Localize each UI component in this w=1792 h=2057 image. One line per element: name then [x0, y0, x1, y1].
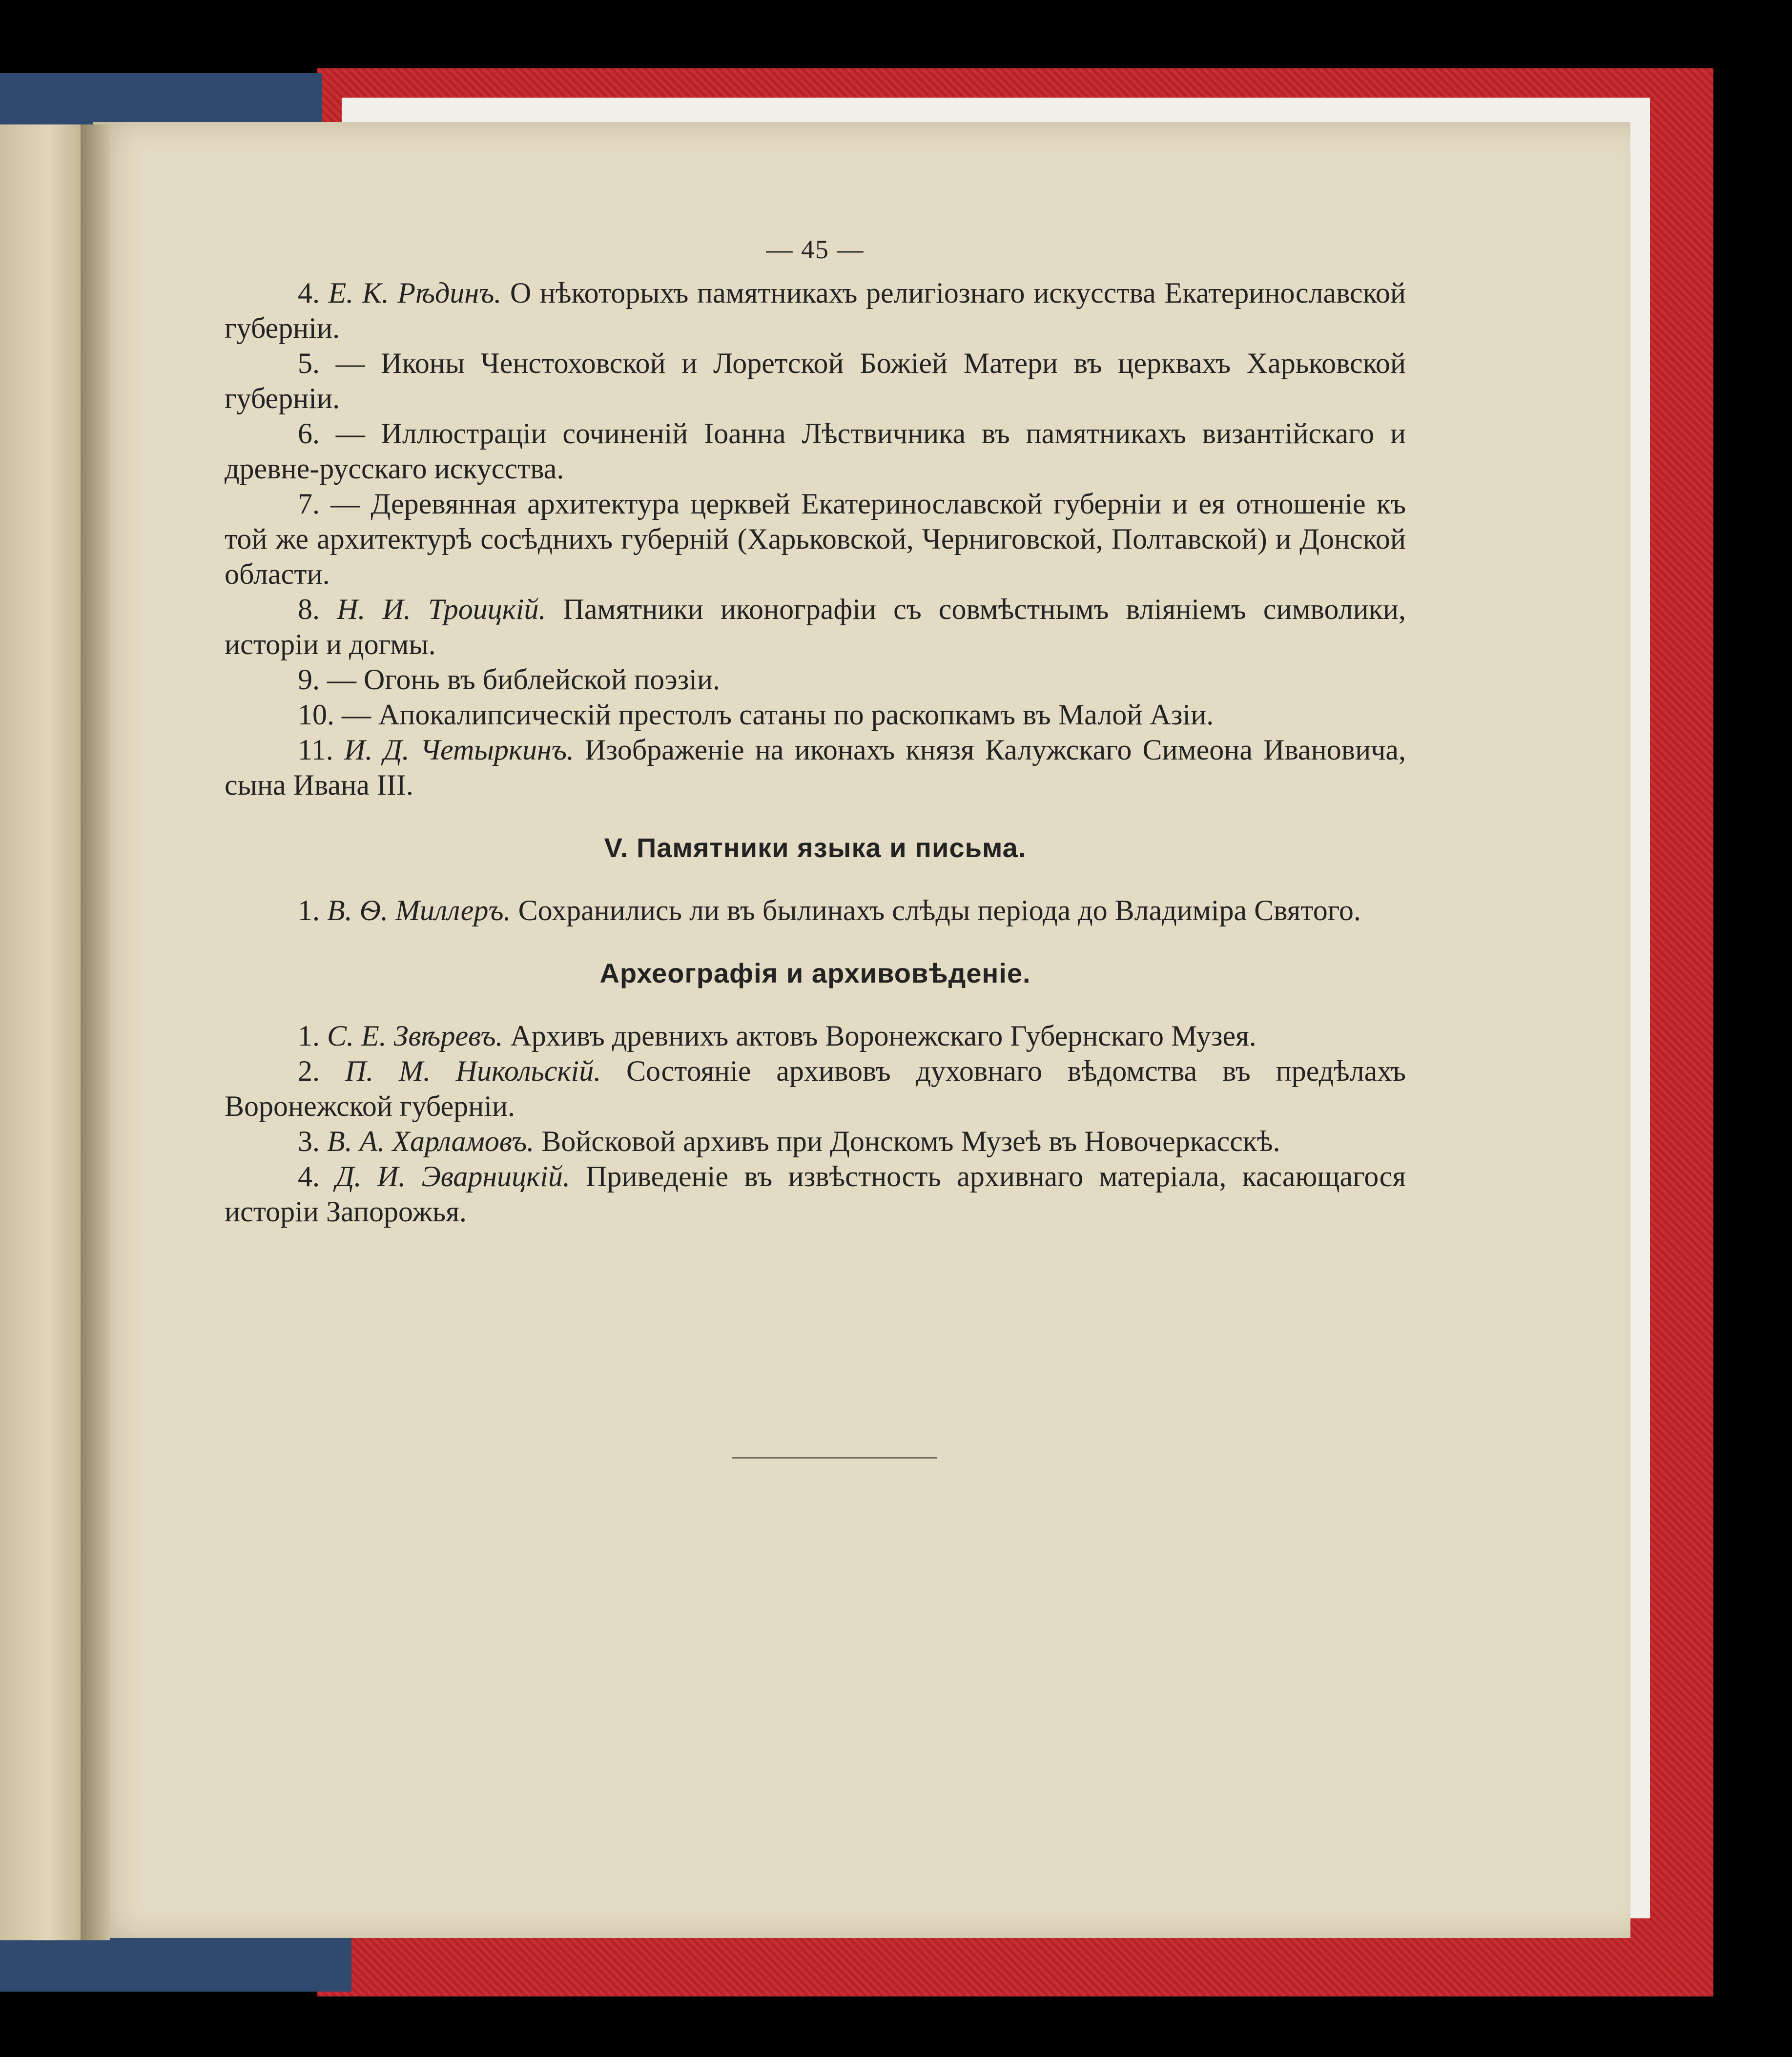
left-page-edge	[0, 124, 88, 1940]
section-heading-v: V. Памятники языка и письма.	[604, 832, 1027, 863]
list-item: 7. — Деревянная архитектура церквей Екатеринославской губерніи и ея отношеніе къ той же архитектурѣ сосѣднихъ губерній (Харьковской, Черниговской, Полтавской) и Донской области.	[225, 488, 1406, 590]
list-item: 5. — Иконы Ченстоховской и Лоретской Божіей Матери въ церквахъ Харьковской губерніи.	[225, 347, 1406, 414]
list-item: 1. В. Ѳ. Миллеръ. Сохранились ли въ былинахъ слѣды періода до Владиміра Святого.	[298, 894, 1361, 926]
entries-top	[225, 275, 1406, 802]
list-item: 2. П. М. Никольскій. Состояніе архивовъ духовнаго вѣдомства въ предѣлахъ Воронежской губерніи.	[225, 1055, 1406, 1122]
list-item: 3. В. А. Харламовъ. Войсковой архивъ при Донскомъ Музеѣ въ Новочеркасскѣ.	[298, 1125, 1280, 1157]
list-item: 6. — Иллюстраціи сочиненій Іоанна Лѣствичника въ памятникахъ византійскаго и древне-русскаго искусства.	[225, 417, 1406, 485]
list-item: 8. Н. И. Троицкій. Памятники иконографіи съ совмѣстнымъ вліяніемъ символики, исторіи и догмы.	[225, 593, 1406, 660]
page-number: — 45 —	[766, 235, 865, 264]
list-item: 11. И. Д. Четыркинъ. Изображеніе на иконахъ князя Калужскаго Симеона Ивановича, сына Ивана III.	[225, 734, 1406, 801]
divider-rule	[732, 1457, 937, 1459]
list-item: 1. С. Е. Звѣревъ. Архивъ древнихъ актовъ Воронежскаго Губернскаго Музея.	[298, 1020, 1256, 1052]
list-item: 4. Е. К. Рѣдинъ. О нѣкоторыхъ памятникахъ религіознаго искусства Екатеринославской губерніи.	[225, 277, 1406, 344]
list-item: 4. Д. И. Эварницкій. Приведеніе въ извѣстность архивнаго матеріала, касающагося исторіи Запорожья.	[225, 1160, 1406, 1228]
book-gutter	[81, 124, 110, 1940]
entries-section-archive	[225, 1018, 1406, 1229]
book-spine-blue-bottom	[0, 1933, 351, 1992]
section-heading-archive: Археографія и архивовѣденіе.	[599, 958, 1031, 988]
page-text	[225, 234, 1406, 1229]
entries-section-v	[225, 893, 1406, 928]
list-item: 10. — Апокалипсическій престолъ сатаны по раскопкамъ въ Малой Азіи.	[298, 699, 1214, 731]
list-item: 9. — Огонь въ библейской поэзіи.	[298, 663, 721, 696]
